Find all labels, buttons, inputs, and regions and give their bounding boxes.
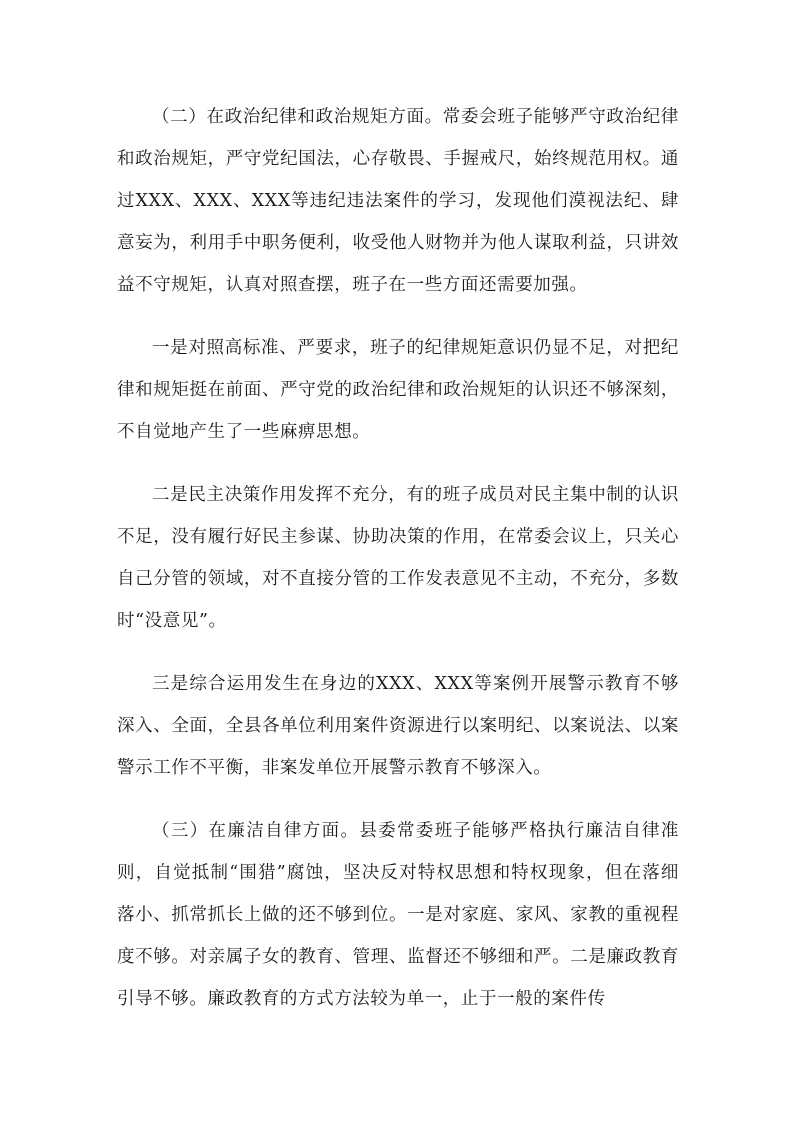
paragraph-political-discipline: （二）在政治纪律和政治规矩方面。常委会班子能够严守政治纪律和政治规矩，严守党纪国法，心存敬畏、手握戒尺，始终规范用权。通过XXX、XXX、XXX等违纪违法案件的学习，发现他们漠视法纪、肆意妄为，利用手中职务便利，收受他人财物并为他人谋取利益，只讲效益不守规矩，认真对照查摆，班子在一些方面还需要加强。: [117, 107, 679, 295]
paragraph-integrity-self-discipline: （三）在廉洁自律方面。县委常委班子能够严格执行廉洁自律准则，自觉抵制“围猎”腐蚀，坚决反对特权思想和特权现象，但在落细落小、抓常抓长上做的还不够到位。一是对家庭、家风、家教的重视程度不够。对亲属子女的教育、管理、监督还不够细和严。二是廉政教育引导不够。廉政教育的方式方法较为单一，止于一般的案件传: [117, 821, 679, 1009]
paragraph-point-three: 三是综合运用发生在身边的XXX、XXX等案例开展警示教育不够深入、全面，全县各单位利用案件资源进行以案明纪、以案说法、以案警示工作不平衡，非案发单位开展警示教育不够深入。: [117, 674, 679, 778]
paragraph-point-two: 二是民主决策作用发挥不充分，有的班子成员对民主集中制的认识不足，没有履行好民主参谋、协助决策的作用，在常委会议上，只关心自己分管的领域，对不直接分管的工作发表意见不主动，不充分，多数时“没意见”。: [117, 485, 679, 631]
paragraph-point-one: 一是对照高标准、严要求，班子的纪律规矩意识仍显不足，对把纪律和规矩挺在前面、严守党的政治纪律和政治规矩的认识还不够深刻，不自觉地产生了一些麻痹思想。: [117, 338, 679, 442]
document-body: [117, 96, 679, 1041]
